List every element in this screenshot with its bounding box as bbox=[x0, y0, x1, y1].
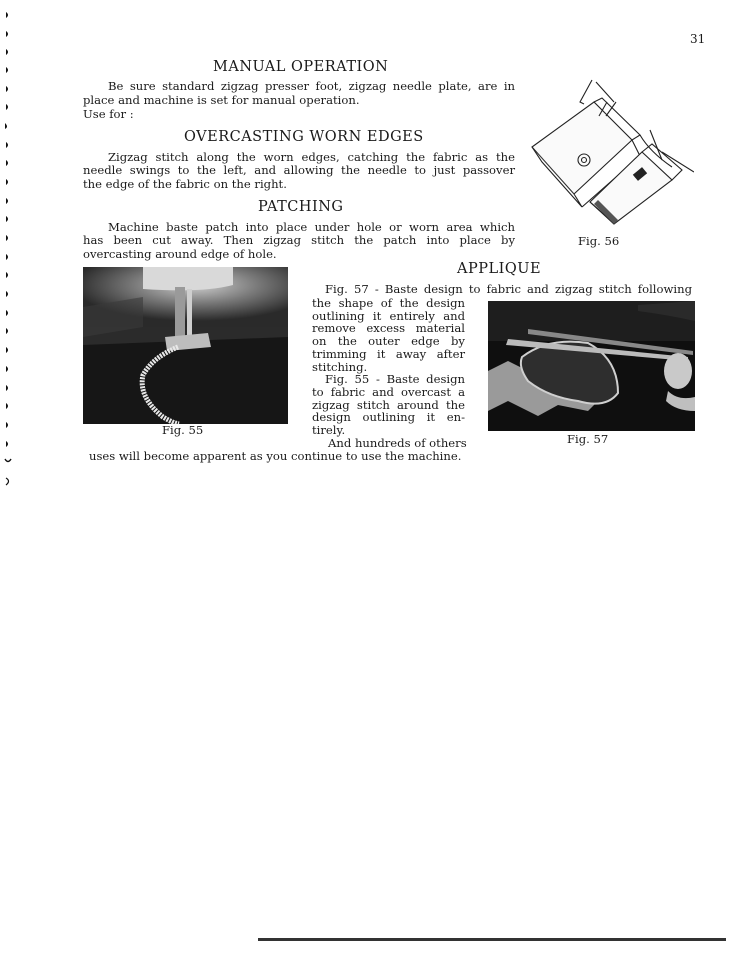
fig57-caption: Fig. 57 bbox=[567, 432, 609, 446]
patching-line-2: has been cut away. Then zigzag stitch the patch into place by bbox=[83, 233, 515, 247]
fig56-presser-foot-illustration bbox=[522, 72, 694, 232]
applique-col-line-5: trimming it away after bbox=[312, 346, 465, 361]
patching-line-1: Machine baste patch into place under hole or worn area which bbox=[108, 220, 515, 234]
patching-line-3: overcasting around edge of hole. bbox=[83, 247, 277, 261]
overcasting-line-3: the edge of the fabric on the right. bbox=[83, 177, 287, 191]
applique-col-line-4: on the outer edge by bbox=[312, 334, 465, 349]
applique-col-line-6: stitching. bbox=[312, 359, 368, 374]
manual-operation-line-2: place and machine is set for manual operation. bbox=[83, 93, 360, 107]
applique-col-line-7: Fig. 55 - Baste design bbox=[325, 372, 465, 387]
applique-col-line-12: And hundreds of others bbox=[328, 435, 467, 450]
binding-margin-marks bbox=[0, 0, 22, 954]
applique-col-line-10: design outlining it en- bbox=[312, 410, 465, 425]
fig56-caption: Fig. 56 bbox=[578, 234, 620, 248]
applique-col-line-2: outlining it entirely and bbox=[312, 308, 465, 323]
manual-operation-heading: MANUAL OPERATION bbox=[213, 59, 389, 75]
overcasting-line-1: Zigzag stitch along the worn edges, catching the fabric as the bbox=[108, 150, 515, 164]
manual-operation-line-1: Be sure standard zigzag presser foot, zigzag needle plate, are in bbox=[108, 79, 515, 93]
manual-operation-line-3: Use for : bbox=[83, 107, 134, 121]
overcasting-line-2: needle swings to the left, and allowing the needle to just passover bbox=[83, 163, 515, 177]
applique-col-line-3: remove excess material bbox=[312, 321, 465, 336]
applique-col-line-8: to fabric and overcast a bbox=[312, 384, 465, 399]
applique-col-line-11: tirely. bbox=[312, 423, 346, 437]
applique-col-line-1: the shape of the design bbox=[312, 296, 465, 310]
overcasting-heading: OVERCASTING WORN EDGES bbox=[184, 129, 424, 145]
applique-heading: APPLIQUE bbox=[457, 261, 542, 277]
fig55-photo bbox=[83, 267, 288, 424]
patching-heading: PATCHING bbox=[258, 199, 344, 215]
applique-last-line: uses will become apparent as you continue to use the machine. bbox=[89, 449, 462, 463]
applique-line-1: Fig. 57 - Baste design to fabric and zigzag stitch following bbox=[325, 282, 692, 296]
bottom-rule bbox=[258, 938, 726, 941]
fig55-caption: Fig. 55 bbox=[162, 423, 204, 437]
page-number: 31 bbox=[690, 32, 706, 46]
applique-col-line-9: zigzag stitch around the bbox=[312, 397, 465, 412]
fig57-photo bbox=[488, 301, 695, 431]
